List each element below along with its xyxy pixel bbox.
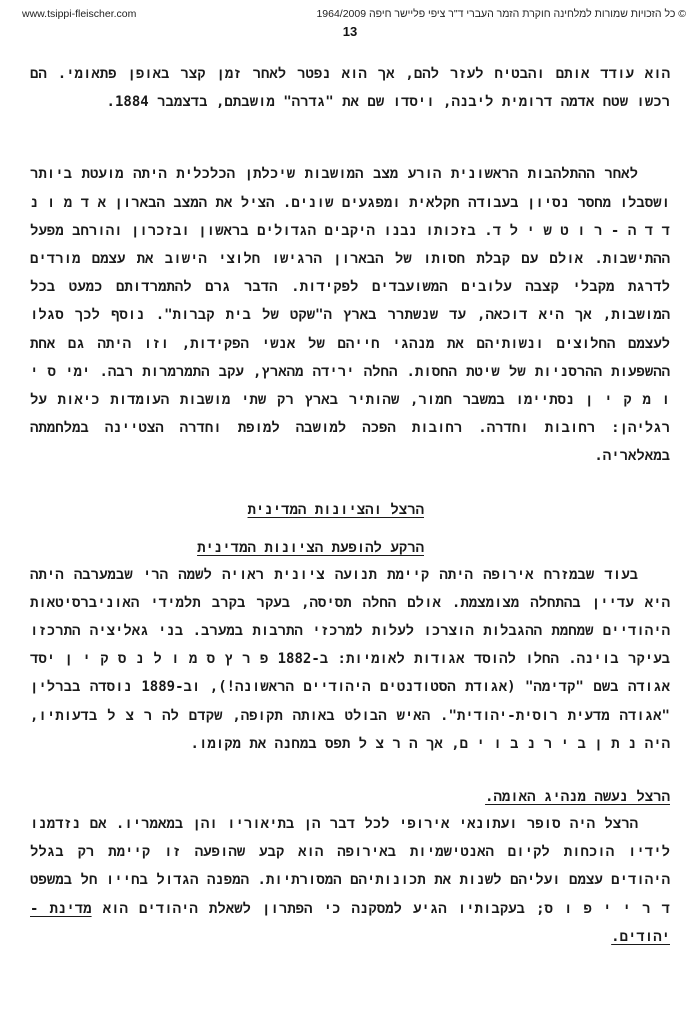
- paragraph-gedera: הוא עודד אותם והבטיח לעזר להם, אך הוא נפטר לאחר זמן קצר באופן פתאומי. הם רכשו שטח אדמה דרומית ליבנה, ויסדו שם את "גדרה" מושבתם, בדצמבר 1884.: [30, 66, 670, 111]
- paragraph-herzl-text: הרצל היה סופר ועתונאי אירופי לכל דבר הן בתיאוריו והן במאמריו. אם נזדמנו לידיו הוכחות לקיום האנטישמיות באירופה הוא קבע שהופעה זו קיימת רק בגלל היהודים עצמם ועליהם לשנות את תכונותיהם המסורתיות. המפנה הגדול בחייו חל במשפט ד ר י י פ ו ס; בעקבותיו הגיע למסקנה כי הפתרון לשאלת היהודים הוא: [30, 816, 670, 917]
- section-heading-herzl-zionism: [30, 497, 670, 523]
- paragraph-settlements: לאחר ההתלהבות הראשונית הורע מצב המושבות שיכלתן הכלכלית היתה מועטת ביותר ושסבלו מחסר נסיון בעבודה חקלאית ומפגעים שונים. הציל את המצב הבארון א ד מ ו נ ד ד ה - ר ו ט ש י ל ד. בזכותו נבנו היקבים הגדולים בראשון ובזכרון והורחב מפעל ההתישבות. אולם עם קבלת חסותו של הבארון הרגישו חלוצי הישוב את עצמם מורדים לדרגת מקבלי קצבה עלובים המשועבדים לפקידות. הדבר גרם להתמרדותם כמעט בכל המושבות, אך היא דוכאה, עד שנשתרר בארץ ה"שקט של בית קברות". נוסף לכך סגלו לעצמם החלוצים ונשותיהם את מנהגי חייהם של אנשי הפקידות, וזו היתה גם אחת ההשפעות ההרסניות של שיטת החסות. החלה ירידה מהארץ, עקב התמרמרות רבה. ימי ס י ו מ ק י ן נסתיימו במשבר חמור, שהותיר בארץ רק שתי מושבות העומדות כיאות על רגליהן: רחובות וחדרה. רחובות הפכה למושבה למופת וחדרה הצטיינה במלחמתה במאלאריה.: [30, 166, 671, 465]
- subheading-background: [30, 535, 670, 561]
- subheading-text: הרקע להופעת הציונות המדינית: [197, 539, 424, 556]
- subheading-text: הרצל נעשה מנהיג האומה.: [485, 789, 670, 806]
- subheading-herzl-leader: [30, 784, 670, 810]
- jewish-state-phrase: מדינת - יהודים.: [30, 900, 670, 945]
- website-url[interactable]: www.tsippi-fleischer.com: [22, 8, 137, 20]
- paragraph-herzl: [30, 810, 670, 951]
- page-header: [22, 8, 686, 24]
- paragraph-western-europe: בעוד שבמזרח אירופה היתה קיימת תנועה ציונית ראויה לשמה הרי שבמערבה היתה היא עדיין בהתחלה מצומצמת. אולם החלה תסיסה, בעקר בקרב תלמידי האוניברסיטאות היהודיים שמחמת ההגבלות הוצרכו לעלות למרכזי התרבות במערב. בני גאליציה התרכזו בעיקר בוינה. החלו להוסד אגודות לאומיות: ב-1882 פ ר ץ ס מ ו ל נ ס ק י ן יסד אגודה בשם "קדימה" (אגודת הסטודנטים היהודיים הראשונה!), וב-1889 נוסדה בברלין "אגודה מדעית רוסית-יהודית". האיש הבולט באותה תקופה, שקדם לה ר צ ל בדעותיו, היה נ ת ן ב י ר נ ב ו י ם, אך ה ר צ ל תפס במחנה את מקומו.: [30, 566, 670, 752]
- heading-text: הרצל והציונות המדינית: [247, 501, 424, 518]
- document-body: [30, 60, 670, 951]
- copyright-notice: © כל הזכויות שמורות למלחינה חוקרת הזמר העברי ד"ר ציפי פליישר חיפה 1964/2009: [316, 8, 686, 20]
- page-number: 13: [342, 24, 358, 39]
